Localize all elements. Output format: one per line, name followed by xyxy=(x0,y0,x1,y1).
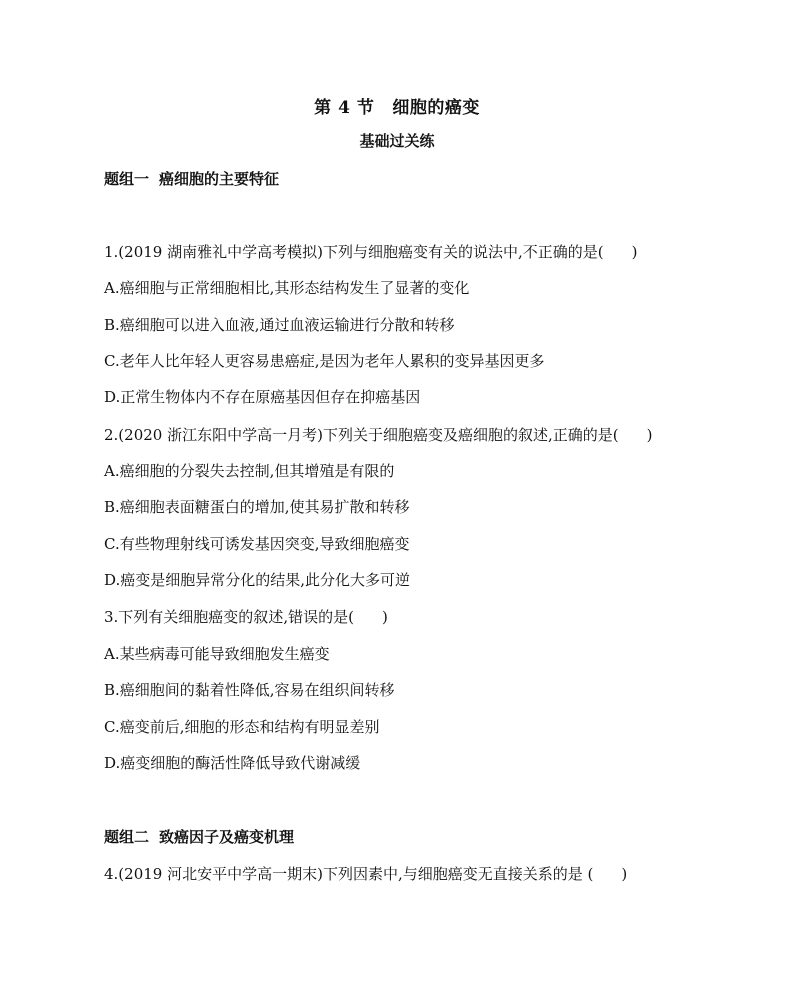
section-subtitle: 基础过关练 xyxy=(359,132,435,150)
question-3-option-b: B.癌细胞间的黏着性降低,容易在组织间转移 xyxy=(104,681,395,699)
group-title: 致癌因子及癌变机理 xyxy=(159,828,295,846)
question-3-option-d: D.癌变细胞的酶活性降低导致代谢减缓 xyxy=(104,754,361,772)
question-1-option-c: C.老年人比年轻人更容易患癌症,是因为老年人累积的变异基因更多 xyxy=(104,352,545,370)
question-2-stem: 2.(2020 浙江东阳中学高一月考)下列关于细胞癌变及癌细胞的叙述,正确的是( ) xyxy=(104,426,653,444)
question-4-stem: 4.(2019 河北安平中学高一期末)下列因素中,与细胞癌变无直接关系的是 ( ) xyxy=(104,865,628,883)
group-heading-1 xyxy=(104,168,279,189)
question-1-option-b: B.癌细胞可以进入血液,通过血液运输进行分散和转移 xyxy=(104,316,455,334)
question-3-option-c: C.癌变前后,细胞的形态和结构有明显差别 xyxy=(104,718,380,736)
section-number: 第 4 节 xyxy=(314,98,375,118)
section-title xyxy=(0,93,794,118)
question-3-option-a: A.某些病毒可能导致细胞发生癌变 xyxy=(104,645,330,663)
question-2-option-c: C.有些物理射线可诱发基因突变,导致细胞癌变 xyxy=(104,535,410,553)
group-title: 癌细胞的主要特征 xyxy=(159,170,280,188)
question-2-option-d: D.癌变是细胞异常分化的结果,此分化大多可逆 xyxy=(104,571,411,589)
group-label: 题组一 xyxy=(104,170,150,188)
group-heading-2 xyxy=(104,826,294,847)
question-2-option-a: A.癌细胞的分裂失去控制,但其增殖是有限的 xyxy=(104,462,395,480)
question-2-option-b: B.癌细胞表面糖蛋白的增加,使其易扩散和转移 xyxy=(104,498,410,516)
section-name: 细胞的癌变 xyxy=(392,98,480,118)
question-1-stem: 1.(2019 湖南雅礼中学高考模拟)下列与细胞癌变有关的说法中,不正确的是( ) xyxy=(104,243,638,261)
question-1-option-d: D.正常生物体内不存在原癌基因但存在抑癌基因 xyxy=(104,388,421,406)
question-3-stem: 3.下列有关细胞癌变的叙述,错误的是( ) xyxy=(104,608,388,626)
group-label: 题组二 xyxy=(104,828,150,846)
question-1-option-a: A.癌细胞与正常细胞相比,其形态结构发生了显著的变化 xyxy=(104,279,470,297)
